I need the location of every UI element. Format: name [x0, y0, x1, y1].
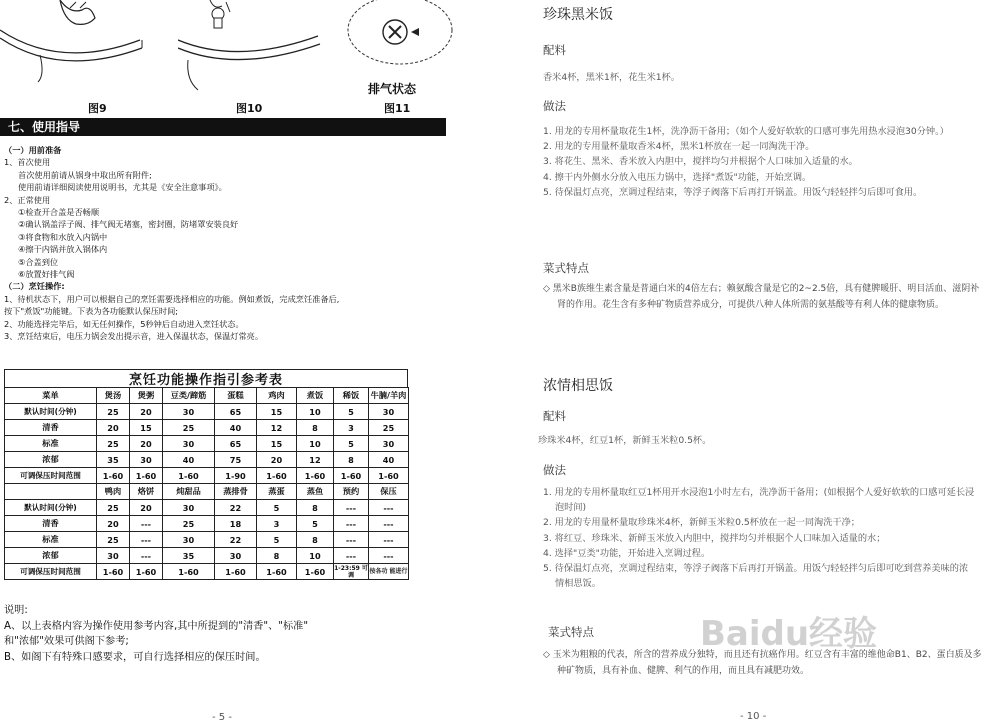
step-item: 2. 用龙的专用量杯量取香米4杯，黑米1杯放在一起一同淘洗干净。: [543, 141, 815, 153]
table-cell: ---: [334, 516, 369, 532]
operation-line: 1、待机状态下，用户可以根据自己的烹饪需要选择相应的功能。例如煮饭，完成烹饪准备后,: [4, 293, 340, 304]
table-cell: 1-90: [215, 468, 257, 484]
table-cell: 5: [257, 500, 297, 516]
table-cell: 30: [163, 500, 215, 516]
usage-guide-text: [4, 144, 444, 343]
table-cell: ---: [334, 500, 369, 516]
table-cell: 8: [297, 500, 334, 516]
table-header-cell: 煲汤: [97, 388, 130, 404]
table-cell: 25: [97, 532, 130, 548]
table-row: [5, 468, 409, 484]
table-row: [5, 436, 409, 452]
step-item: 5. 待保温灯点亮，烹调过程结束，等浮子阀落下后再打开锅盖。用饭勺轻轻拌匀后即可吃到营养美味的浓情相思饭。: [543, 563, 969, 590]
step-item: 4. 选择"豆类"功能，开始进入烹调过程。: [543, 547, 711, 559]
table-cell: 40: [369, 452, 409, 468]
table-cell: 65: [215, 436, 257, 452]
table-header-cell: 鸭肉: [97, 484, 130, 500]
table-row: [5, 564, 409, 580]
recipe2-method-heading: 做法: [543, 463, 566, 477]
table-cell: 10: [297, 404, 334, 420]
table-row-label: 清香: [5, 516, 97, 532]
step-item: 2. 用龙的专用量杯量取珍珠米4杯，新鲜玉米粒0.5杯放在一起一同淘洗干净；: [543, 517, 860, 529]
table-row-label: 标准: [5, 532, 97, 548]
note-line: A、以上表格内容为操作使用参考内容,其中所提到的"清香"、"标准": [4, 620, 309, 632]
instruction-line: ④擦干内锅并放入锅体内: [18, 244, 108, 255]
table-cell: 35: [97, 452, 130, 468]
table-header-cell: 煲粥: [130, 388, 163, 404]
step-item: 1. 用龙的专用杯量取红豆1杯用开水浸泡1小时左右，洗净沥干备用；(如根据个人爱好软软的口感可延长浸泡时间): [543, 487, 975, 514]
table-cell: 1-60: [334, 468, 369, 484]
table-header-cell: 烙饼: [130, 484, 163, 500]
table-header-cell: 稀饭: [334, 388, 369, 404]
table-row-label: 可调保压时间范围: [5, 564, 97, 580]
figure-11-illustration: [345, 0, 455, 80]
table-header-row: [5, 388, 409, 404]
table-header-cell: 预约: [334, 484, 369, 500]
table-cell: 25: [163, 420, 215, 436]
table-cell: ---: [130, 532, 163, 548]
instruction-line: ⑤合盖到位: [18, 256, 59, 267]
table-header-cell: 蒸排骨: [215, 484, 257, 500]
table-row: [5, 532, 409, 548]
table-cell: 1-60: [257, 468, 297, 484]
table-cell: 30: [97, 548, 130, 564]
table-cell: 1-60: [163, 564, 215, 580]
table-cell: 1-60: [130, 564, 163, 580]
table-row-label: 默认时间(分钟): [5, 404, 97, 420]
table-cell: 30: [130, 452, 163, 468]
table-cell: 1-23:59 可调: [334, 564, 368, 579]
table-cell: 1-60: [163, 468, 215, 484]
table-cell: 25: [97, 404, 130, 420]
table-header-cell: 鸡肉: [257, 388, 297, 404]
note-line: 和"浓郁"效果可供阁下参考;: [4, 636, 129, 647]
section-title-bar: 七、使用指导: [0, 118, 446, 136]
table-cell: ---: [334, 532, 369, 548]
table-row-label: 标准: [5, 436, 97, 452]
step-item: 1. 用龙的专用杯量取花生1杯，洗净沥干备用；（如个人爱好软软的口感可事先用热水浸泡30分钟。）: [543, 126, 949, 137]
recipe1-title: 珍珠黑米饭: [543, 7, 613, 23]
table-cell: ---: [369, 500, 409, 516]
table-cell: 75: [215, 452, 257, 468]
table-cell: ---: [130, 516, 163, 532]
cooking-reference-table: [4, 387, 409, 580]
table-row-label: 清香: [5, 420, 97, 436]
table-header-cell: 蛋糕: [215, 388, 257, 404]
table-cell: 8: [334, 452, 369, 468]
recipe2-ingredients-heading: 配料: [543, 409, 566, 423]
subsection-title-cooking: （二）烹饪操作:: [4, 281, 65, 292]
table-caption: 烹饪功能操作指引参考表: [128, 373, 283, 388]
table-cell: 40: [163, 452, 215, 468]
instruction-line: 使用前请详细阅读使用说明书，尤其是《安全注意事项》。: [18, 182, 227, 193]
operation-line: 按下"煮饭"功能键。下表为各功能默认保压时间;: [4, 306, 179, 317]
baidu-watermark: Baidu经验: [700, 614, 878, 654]
table-header-cell: 菜单: [5, 388, 97, 404]
table-row: [5, 404, 409, 420]
table-row-label: 浓郁: [5, 452, 97, 468]
table-cell: 25: [97, 436, 130, 452]
table-cell: 12: [257, 420, 297, 436]
table-header-row: [5, 484, 409, 500]
table-cell: 30: [163, 436, 215, 452]
table-cell: 1-60: [369, 468, 409, 484]
table-cell: 65: [215, 404, 257, 420]
note-line: B、如阁下有特殊口感要求，可自行选择相应的保压时间。: [4, 651, 266, 663]
table-cell: ---: [369, 516, 409, 532]
recipe1-feature-text: 黑米B族维生素含量是普通白米的4倍左右；赖氨酸含量是它的2~2.5倍，具有健脾暖肝、明目活血、滋阴补肾的作用。花生含有多种矿物质营养成分，可提供八种人体所需的氨基酸等有利人体的健康物质。: [552, 284, 980, 310]
table-cell: 5: [334, 436, 369, 452]
table-cell: 20: [97, 420, 130, 436]
instruction-line: ②确认锅盖浮子阀、排气阀无堵塞，密封圈，防堵罩安装良好: [18, 219, 239, 230]
table-cell: 1-60: [215, 564, 257, 580]
recipe2-feature-text: 玉米为粗粮的代表，所含的营养成分独特，而且还有抗癌作用。红豆含有丰富的维他命B1、B2、蛋白质及多种矿物质，具有补血、健脾、利气的作用，而且具有减肥功效。: [552, 650, 982, 676]
instruction-line: ①检查开合盖是否畅顺: [18, 207, 100, 218]
table-cell: 25: [163, 516, 215, 532]
notes-block: [4, 603, 444, 665]
figure-10-label: 图10: [236, 102, 263, 115]
table-cell: 按各功 能进行: [369, 564, 409, 580]
table-header-cell: 煮饭: [297, 388, 334, 404]
table-cell: 20: [130, 436, 163, 452]
step-item: 5. 待保温灯点亮，烹调过程结束，等浮子阀落下后再打开锅盖。用饭勺轻轻拌匀后即可食用。: [543, 186, 923, 198]
table-row-label: 可调保压时间范围: [5, 468, 97, 484]
table-cell: 35: [163, 548, 215, 564]
table-header-cell: 豆类/蹄筋: [163, 388, 215, 404]
instruction-line: ⑥放置好排气阀: [18, 269, 75, 280]
table-cell: 1-60: [97, 468, 130, 484]
table-cell: ---: [369, 548, 409, 564]
table-cell: 10: [297, 436, 334, 452]
recipe1-steps: [543, 124, 975, 200]
figure-10-illustration: [178, 0, 328, 95]
operation-line: 2、功能选择完毕后，如无任何操作，5秒钟后自动进入烹饪状态。: [4, 318, 244, 329]
table-cell: 20: [97, 516, 130, 532]
table-cell: 15: [257, 436, 297, 452]
table-cell: 22: [215, 532, 257, 548]
recipe1-ingredients: 香米4杯，黑米1杯，花生米1杯。: [543, 72, 680, 83]
table-cell: 8: [297, 420, 334, 436]
instruction-line: 首次使用前请从锅身中取出所有附件;: [18, 169, 152, 180]
table-cell: ---: [369, 532, 409, 548]
table-cell: 30: [163, 404, 215, 420]
step-item: 3. 将花生、黑米、香米放入内胆中，搅拌均匀并根据个人口味加入适量的水。: [543, 156, 858, 168]
step-item: 3. 将红豆、珍珠米、新鲜玉米放入内胆中，搅拌均匀并根据个人口味加入适量的水；: [543, 532, 886, 544]
table-row: [5, 500, 409, 516]
table-header-cell: [5, 484, 97, 500]
table-cell: 40: [215, 420, 257, 436]
table-cell: ---: [334, 548, 369, 564]
table-cell: 22: [215, 500, 257, 516]
table-cell: 8: [257, 548, 297, 564]
recipe1-method-heading: 做法: [543, 99, 566, 113]
recipe1-feature: [543, 282, 982, 313]
table-header-cell: 炖甜品: [163, 484, 215, 500]
table-cell: 1-60: [297, 564, 334, 580]
table-cell: 30: [369, 404, 409, 420]
recipe2-feature-heading: 菜式特点: [548, 625, 594, 639]
recipe1-feature-heading: 菜式特点: [543, 261, 589, 275]
table-cell: 10: [297, 548, 334, 564]
table-cell: 1-60: [130, 468, 163, 484]
table-cell: 20: [130, 404, 163, 420]
table-row: [5, 548, 409, 564]
table-row-label: 浓郁: [5, 548, 97, 564]
table-row-label: 默认时间(分钟): [5, 500, 97, 516]
table-cell: 30: [163, 532, 215, 548]
recipe2-steps: [543, 485, 975, 591]
table-cell: 5: [257, 532, 297, 548]
figure-9-label: 图9: [88, 102, 107, 115]
step-item: 4. 擦干内外侧水分放入电压力锅中，选择"煮饭"功能，开始烹调。: [543, 171, 812, 183]
table-row: [5, 420, 409, 436]
recipe1-ingredients-heading: 配料: [543, 43, 566, 57]
recipe2-ingredients: 珍珠米4杯，红豆1杯，新鲜玉米粒0.5杯。: [538, 435, 712, 446]
recipe2-title: 浓情相思饭: [543, 378, 613, 394]
table-cell: 30: [215, 548, 257, 564]
table-caption-box: [4, 369, 408, 387]
table-cell: 12: [297, 452, 334, 468]
table-cell: 18: [215, 516, 257, 532]
table-row: [5, 452, 409, 468]
instruction-line: 2、正常使用: [4, 194, 51, 205]
table-header-cell: 保压: [369, 484, 409, 500]
diamond-bullet-icon: ◇: [543, 284, 553, 294]
table-cell: 1-60: [97, 564, 130, 580]
diamond-bullet-icon: ◇: [543, 650, 553, 660]
table-cell: ---: [130, 548, 163, 564]
instruction-line: ③将食物和水放入内锅中: [18, 231, 108, 242]
operation-line: 3、烹饪结束后，电压力锅会发出提示音，进入保温状态，保温灯常亮。: [4, 331, 264, 342]
table-cell: 25: [97, 500, 130, 516]
table-cell: 5: [297, 516, 334, 532]
page-number-right: - 10 -: [740, 711, 767, 722]
page-number-left: - 5 -: [212, 712, 232, 723]
table-row: [5, 516, 409, 532]
table-header-cell: 蒸蛋: [257, 484, 297, 500]
table-cell: 3: [257, 516, 297, 532]
table-header-cell: 蒸鱼: [297, 484, 334, 500]
table-cell: 1-60: [297, 468, 334, 484]
table-cell: 5: [334, 404, 369, 420]
table-cell: 30: [369, 436, 409, 452]
table-cell: 1-60: [257, 564, 297, 580]
figure-9-illustration: [0, 0, 150, 95]
subsection-title-preparation: （一）用前准备: [4, 145, 62, 155]
table-cell: 25: [369, 420, 409, 436]
table-cell: 20: [130, 500, 163, 516]
note-line: 说明:: [4, 605, 28, 616]
table-cell: 15: [130, 420, 163, 436]
instruction-line: 1、首次使用: [4, 157, 51, 168]
table-cell: 20: [257, 452, 297, 468]
table-cell: 8: [297, 532, 334, 548]
exhaust-state-label: 排气状态: [368, 82, 417, 96]
table-header-cell: 牛腩/羊肉: [369, 388, 409, 404]
table-cell: 15: [257, 404, 297, 420]
figure-11-label: 图11: [384, 102, 411, 115]
table-cell: 3: [334, 420, 369, 436]
